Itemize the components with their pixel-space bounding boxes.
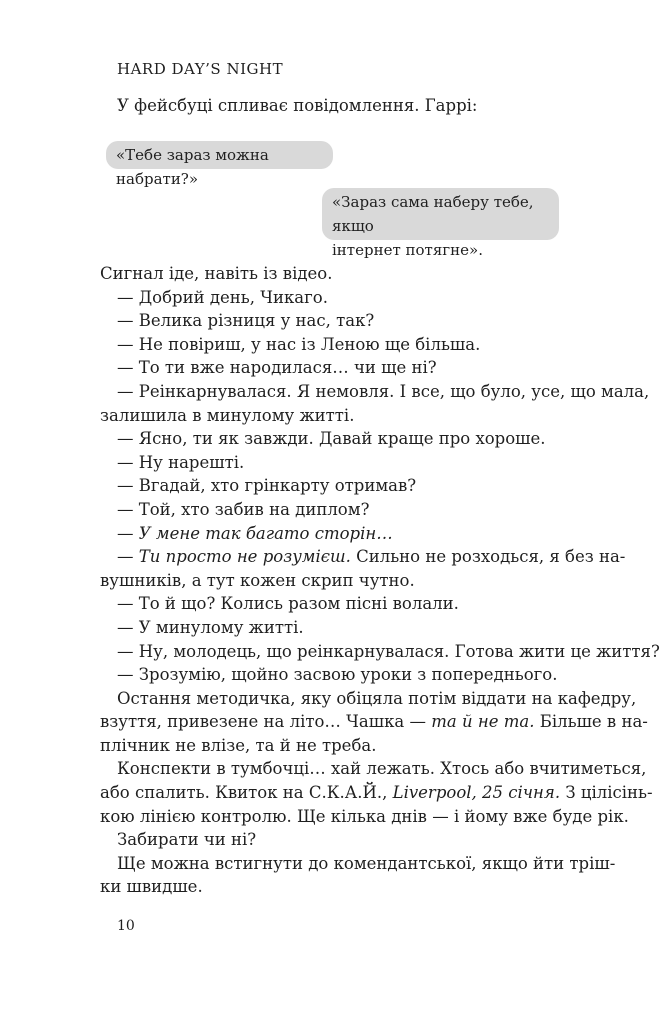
intro-text: У фейсбуці спливає повідомлення. Гаррі:	[117, 96, 478, 115]
message-bubble-incoming	[106, 141, 333, 188]
dialogue-line: — Ну, молодець, що реінкарнувалася. Готова жити це життя?	[117, 641, 660, 661]
italic-text: У мене так багато сторін…	[138, 523, 393, 543]
text-line	[100, 710, 648, 734]
body-text	[100, 262, 660, 899]
dash: —	[117, 547, 139, 567]
text-line: плічник не влізе, та й не треба.	[100, 735, 377, 755]
text-line: залишила в минулому житті.	[100, 405, 355, 425]
dialogue-line: — Не повіриш, у нас із Леною ще більша.	[117, 334, 481, 354]
dialogue-line: — Той, хто забив на диплом?	[117, 499, 370, 519]
text-span: взуття, привезене на літо… Чашка —	[100, 712, 432, 732]
italic-text: Ти просто не розумієш.	[138, 547, 351, 567]
message-bubble-outgoing	[322, 188, 559, 259]
dialogue-line	[117, 545, 626, 569]
dialogue-line: — Добрий день, Чикаго.	[117, 287, 328, 307]
dialogue-line: — То й що? Колись разом пісні волали.	[117, 594, 459, 614]
italic-text: та й не та.	[431, 712, 535, 732]
text-line: кою лінією контролю. Ще кілька днів — і йому вже буде рік.	[100, 806, 629, 826]
dash: —	[117, 523, 139, 543]
dialogue-line: — Ясно, ти як завжди. Давай краще про хороше.	[117, 429, 546, 449]
text-line: Ще можна встигнути до комендантської, якщо йти тріш-	[117, 853, 616, 873]
dialogue-line: — У минулому житті.	[117, 617, 304, 637]
text-span: Більше в на-	[534, 712, 648, 732]
dialogue-line: — Вгадай, хто грінкарту отримав?	[117, 476, 417, 496]
dialogue-line: — Велика різниця у нас, так?	[117, 311, 375, 331]
message-text: «Зараз сама наберу тебе, якщо	[332, 193, 534, 235]
dialogue-line: — Зрозумію, щойно засвою уроки з попереднього.	[117, 665, 558, 685]
message-text: «Тебе зараз можна набрати?»	[116, 146, 269, 188]
text-span: З цілісінь-	[560, 783, 653, 803]
dialogue-line: — Реінкарнувалася. Я немовля. І все, що було, усе, що мала,	[117, 381, 650, 401]
dialogue-line: — То ти вже народилася… чи ще ні?	[117, 358, 437, 378]
text-line: Остання методичка, яку обіцяла потім віддати на кафедру,	[117, 688, 637, 708]
text-span: Сильно не розходься, я без на-	[350, 547, 626, 567]
running-head: HARD DAY’S NIGHT	[117, 60, 284, 78]
text-line: ки швидше.	[100, 877, 203, 897]
dialogue-line	[117, 522, 587, 546]
text-line: вушників, а тут кожен скрип чутно.	[100, 570, 415, 590]
text-line	[100, 781, 653, 805]
intro-paragraph	[117, 94, 587, 118]
text-span: або спалить. Квиток на С.К.А.Й.,	[100, 783, 393, 803]
page-number: 10	[117, 918, 135, 934]
text-line: Конспекти в тумбочці… хай лежать. Хтось або вчитиметься,	[117, 759, 647, 779]
italic-text: Liverpool, 25 січня.	[392, 783, 561, 803]
text-line: Сигнал іде, навіть із відео.	[100, 264, 333, 283]
dialogue-line: — Ну нарешті.	[117, 452, 245, 472]
message-text: інтернет потягне».	[332, 241, 483, 259]
text-line: Забирати чи ні?	[117, 830, 257, 850]
